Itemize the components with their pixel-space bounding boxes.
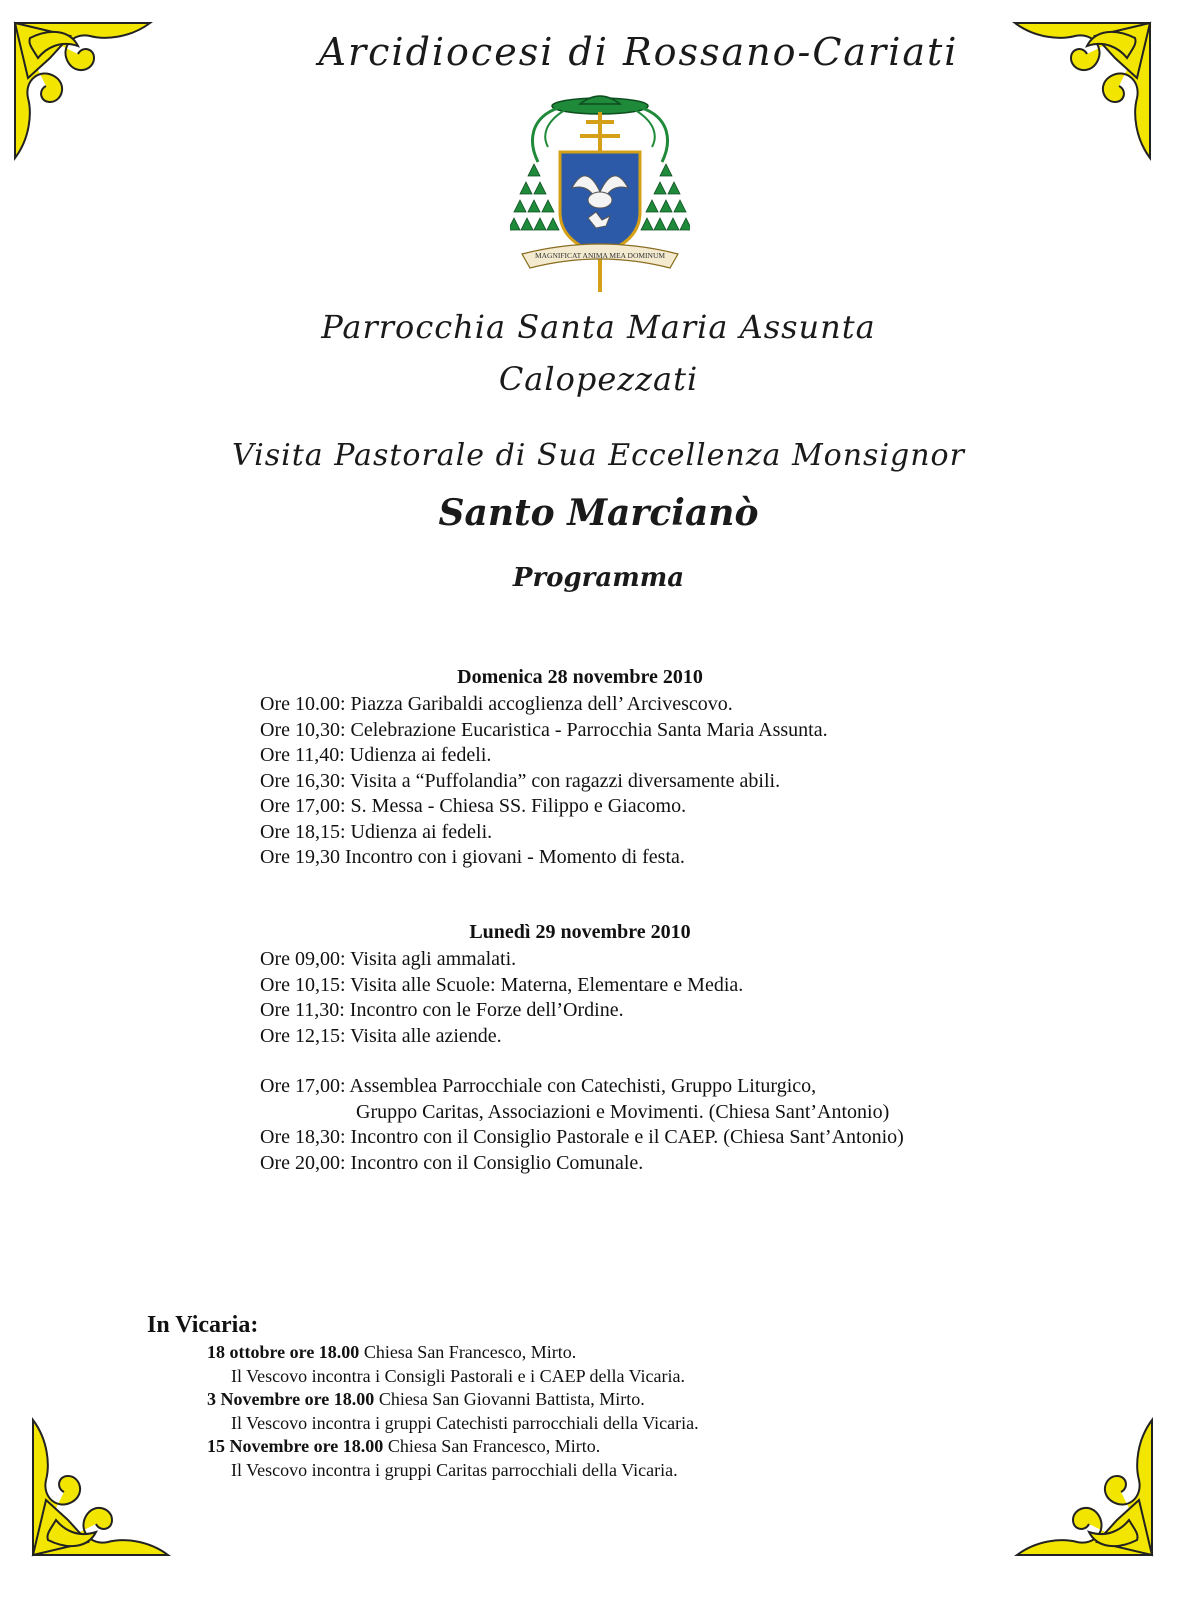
corner-ornament-bottom-right xyxy=(1007,1410,1157,1560)
diocese-title: Arcidiocesi di Rossano-Cariati xyxy=(318,30,959,74)
schedule-item: Ore 11,30: Incontro con le Forze dell’Ordine. xyxy=(260,999,624,1021)
crest-motto: MAGNIFICAT ANIMA MEA DOMINUM xyxy=(534,251,666,260)
schedule-item: Ore 18,15: Udienza ai fedeli. xyxy=(260,820,493,843)
vicaria-event-header xyxy=(207,1435,699,1459)
schedule-item: Ore 17,00: S. Messa - Chiesa SS. Filippo e Giacomo. xyxy=(260,795,687,817)
day1-title: Domenica 28 novembre 2010 xyxy=(457,666,703,688)
vicaria-event-place: Chiesa San Francesco, Mirto. xyxy=(359,1342,577,1362)
schedule-item: Ore 12,15: Visita alle aziende. xyxy=(260,1024,502,1047)
schedule-item: Ore 10,15: Visita alle Scuole: Materna, Elementare e Media. xyxy=(260,973,744,996)
schedule-item-continuation-text: Gruppo Caritas, Associazioni e Movimenti. (Chiesa Sant’Antonio) xyxy=(356,1100,890,1123)
vicaria-event-place: Chiesa San Giovanni Battista, Mirto. xyxy=(374,1389,645,1409)
schedule-item: Ore 19,30 Incontro con i giovani - Momento di festa. xyxy=(260,846,685,868)
day2-title: Lunedì 29 novembre 2010 xyxy=(469,921,691,943)
vicaria-event-date: 3 Novembre ore 18.00 xyxy=(207,1389,375,1409)
town-title: Calopezzati xyxy=(498,360,699,398)
vicaria-events xyxy=(207,1341,699,1482)
corner-ornament-bottom-left xyxy=(28,1410,178,1560)
vicaria-event-desc: Il Vescovo incontra i Consigli Pastorali e i CAEP della Vicaria. xyxy=(231,1365,686,1386)
vicaria-event-desc: Il Vescovo incontra i gruppi Caritas parrocchiali della Vicaria. xyxy=(231,1459,678,1480)
vicaria-event-header xyxy=(207,1388,699,1412)
schedule-item: Ore 11,40: Udienza ai fedeli. xyxy=(260,744,492,766)
vicaria-event-desc: Il Vescovo incontra i gruppi Catechisti parrocchiali della Vicaria. xyxy=(231,1412,699,1433)
schedule-item: Ore 10.00: Piazza Garibaldi accoglienza dell’ Arcivescovo. xyxy=(260,693,733,715)
bishop-name: Santo Marcianò xyxy=(438,492,759,534)
vicaria-event-date: 18 ottobre ore 18.00 xyxy=(207,1342,360,1362)
schedule-item: Ore 10,30: Celebrazione Eucaristica - Parrocchia Santa Maria Assunta. xyxy=(260,718,828,741)
vicaria-event-place: Chiesa San Francesco, Mirto. xyxy=(383,1436,601,1456)
day2-schedule-evening xyxy=(260,1074,904,1176)
day1-schedule xyxy=(260,692,828,871)
visit-title: Visita Pastorale di Sua Eccellenza Monsignor xyxy=(232,438,965,473)
day2-schedule-morning xyxy=(260,947,743,1049)
schedule-item: Ore 18,30: Incontro con il Consiglio Pastorale e il CAEP. (Chiesa Sant’Antonio) xyxy=(260,1126,904,1148)
vicaria-event-header xyxy=(207,1341,699,1365)
schedule-item-continuation xyxy=(260,1100,904,1126)
coat-of-arms xyxy=(510,92,690,297)
vicaria-title: In Vicaria: xyxy=(147,1312,259,1338)
schedule-item: Ore 20,00: Incontro con il Consiglio Comunale. xyxy=(260,1151,644,1174)
vicaria-event-date: 15 Novembre ore 18.00 xyxy=(207,1436,384,1456)
schedule-item: Ore 16,30: Visita a “Puffolandia” con ragazzi diversamente abili. xyxy=(260,769,781,792)
schedule-item: Ore 17,00: Assemblea Parrocchiale con Catechisti, Gruppo Liturgico, xyxy=(260,1075,817,1097)
schedule-item: Ore 09,00: Visita agli ammalati. xyxy=(260,948,517,970)
program-title: Programma xyxy=(512,563,685,593)
parish-title: Parrocchia Santa Maria Assunta xyxy=(321,308,876,346)
